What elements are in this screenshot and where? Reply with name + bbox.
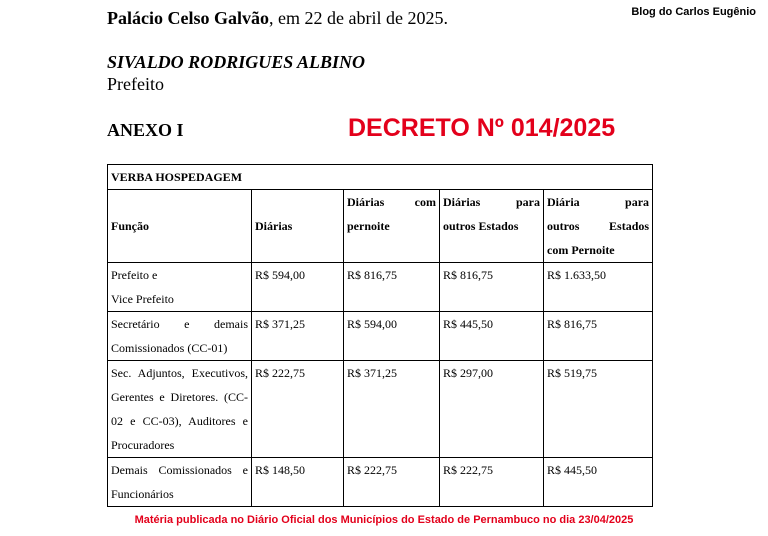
table-row	[108, 458, 653, 507]
publication-note: Matéria publicada no Diário Oficial dos Municípios do Estado de Pernambuco no dia 23/04/2025	[134, 514, 634, 526]
table-row	[108, 263, 653, 312]
header-outros-pernoite: Diária para outros Estados com Pernoite	[544, 190, 653, 263]
cell-outros-pernoite: R$ 445,50	[544, 458, 653, 507]
blog-watermark: Blog do Carlos Eugênio	[631, 6, 756, 18]
cell-outros: R$ 445,50	[440, 312, 544, 361]
cell-funcao: Secretário e demais Comissionados (CC-01)	[108, 312, 252, 361]
header-diarias: Diárias	[252, 190, 344, 263]
cell-outros-pernoite: R$ 1.633,50	[544, 263, 653, 312]
date-text: , em 22 de abril de 2025.	[268, 8, 448, 28]
header-pernoite: Diárias com pernoite	[344, 190, 440, 263]
table-row	[108, 312, 653, 361]
cell-diarias: R$ 222,75	[252, 361, 344, 458]
cell-outros-pernoite: R$ 519,75	[544, 361, 653, 458]
cell-outros: R$ 222,75	[440, 458, 544, 507]
header-outros: Diárias para outros Estados	[440, 190, 544, 263]
cell-outros: R$ 297,00	[440, 361, 544, 458]
table-caption: VERBA HOSPEDAGEM	[108, 165, 653, 190]
decree-title: DECRETO Nº 014/2025	[348, 114, 616, 142]
cell-pernoite: R$ 816,75	[344, 263, 440, 312]
header-funcao: Função	[108, 190, 252, 263]
cell-funcao: Prefeito e Vice Prefeito	[108, 263, 252, 312]
cell-diarias: R$ 371,25	[252, 312, 344, 361]
cell-pernoite: R$ 222,75	[344, 458, 440, 507]
cell-funcao: Sec. Adjuntos, Executivos, Gerentes e Diretores. (CC- 02 e CC-03), Auditores e Procuradores	[108, 361, 252, 458]
signer-role: Prefeito	[107, 74, 164, 94]
annex-title: ANEXO I	[107, 120, 184, 140]
signer-name: SIVALDO RODRIGUES ALBINO	[107, 52, 366, 72]
verba-table	[107, 164, 653, 507]
cell-funcao: Demais Comissionados e Funcionários	[108, 458, 252, 507]
table-caption-row	[108, 165, 653, 190]
cell-diarias: R$ 148,50	[252, 458, 344, 507]
cell-pernoite: R$ 594,00	[344, 312, 440, 361]
table-header-row	[108, 190, 653, 263]
cell-diarias: R$ 594,00	[252, 263, 344, 312]
header-line	[107, 8, 448, 29]
cell-pernoite: R$ 371,25	[344, 361, 440, 458]
cell-outros: R$ 816,75	[440, 263, 544, 312]
palace-name: Palácio Celso Galvão	[107, 8, 269, 28]
cell-outros-pernoite: R$ 816,75	[544, 312, 653, 361]
table-row	[108, 361, 653, 458]
